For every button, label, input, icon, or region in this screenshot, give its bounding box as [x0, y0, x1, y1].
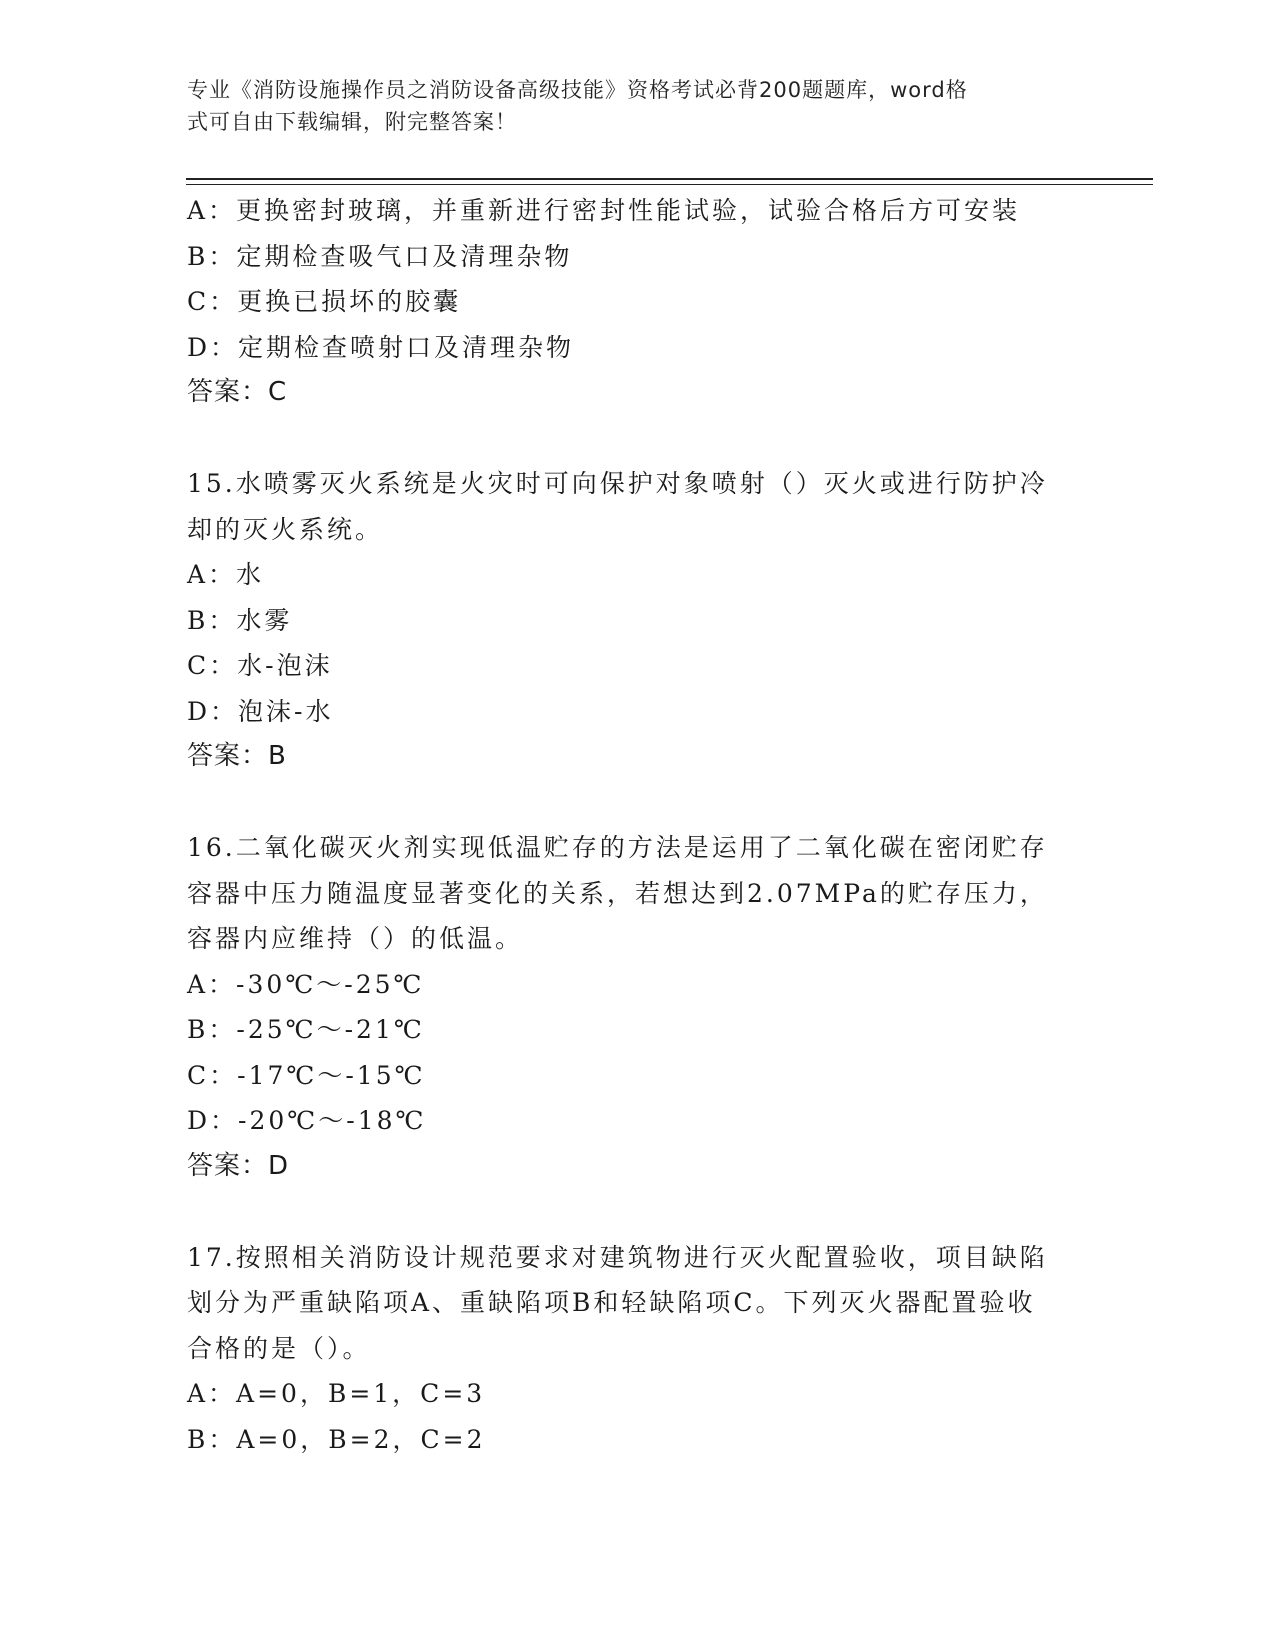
option-b: B：水雾 — [187, 605, 293, 635]
option-a: A：A=0，B=1，C=3 — [187, 1379, 486, 1408]
spacer — [187, 1189, 1087, 1235]
option-c: C：更换已损坏的胶囊 — [187, 287, 462, 316]
question-stem-line: 划分为严重缺陷项A、重缺陷项B和轻缺陷项C。下列灭火器配置验收 — [187, 1288, 1036, 1317]
document-header — [187, 74, 1067, 138]
answer: 答案：B — [187, 741, 287, 771]
question-16 — [187, 825, 1087, 1189]
option-b: B：定期检查吸气口及清理杂物 — [187, 241, 573, 271]
option-a: A：-30℃～-25℃ — [187, 969, 425, 999]
question-15 — [187, 461, 1087, 780]
question-stem-line: 15.水喷雾灭火系统是火灾时可向保护对象喷射（）灭火或进行防护冷 — [187, 469, 1048, 498]
header-rule-thick — [186, 178, 1153, 180]
question-stem-line: 17.按照相关消防设计规范要求对建筑物进行灭火配置验收，项目缺陷 — [187, 1242, 1048, 1272]
option-b: B：A=0，B=2，C=2 — [187, 1424, 486, 1454]
option-a: A：水 — [187, 560, 265, 589]
option-d: D：定期检查喷射口及清理杂物 — [187, 332, 575, 362]
option-b: B：-25℃～-21℃ — [187, 1015, 425, 1044]
question-stem-line: 却的灭火系统。 — [187, 514, 384, 544]
answer: 答案：C — [187, 377, 288, 407]
option-a: A：更换密封玻璃，并重新进行密封性能试验，试验合格后方可安装 — [187, 196, 1021, 225]
question-stem-line: 容器内应维持（）的低温。 — [187, 924, 524, 953]
header-rule-thin — [186, 184, 1153, 185]
question-17 — [187, 1235, 1087, 1463]
option-c: C：水-泡沫 — [187, 651, 333, 680]
question-stem-line: 合格的是（）。 — [187, 1333, 371, 1363]
header-line-1: 专业《消防设施操作员之消防设备高级技能》资格考试必背200题题库，word格 — [187, 78, 968, 102]
option-c: C：-17℃～-15℃ — [187, 1060, 426, 1090]
option-d: D：-20℃～-18℃ — [187, 1106, 427, 1135]
option-d: D：泡沫-水 — [187, 696, 334, 726]
header-line-2: 式可自由下载编辑，附完整答案！ — [187, 110, 517, 134]
question-stem-line: 容器中压力随温度显著变化的关系，若想达到2.07MPa的贮存压力， — [187, 878, 1048, 908]
spacer — [187, 780, 1087, 826]
question-list — [187, 188, 1087, 1462]
question-14 — [187, 188, 1087, 416]
answer: 答案：D — [187, 1150, 290, 1181]
question-stem-line: 16.二氧化碳灭火剂实现低温贮存的方法是运用了二氧化碳在密闭贮存 — [187, 833, 1048, 862]
spacer — [187, 416, 1087, 462]
